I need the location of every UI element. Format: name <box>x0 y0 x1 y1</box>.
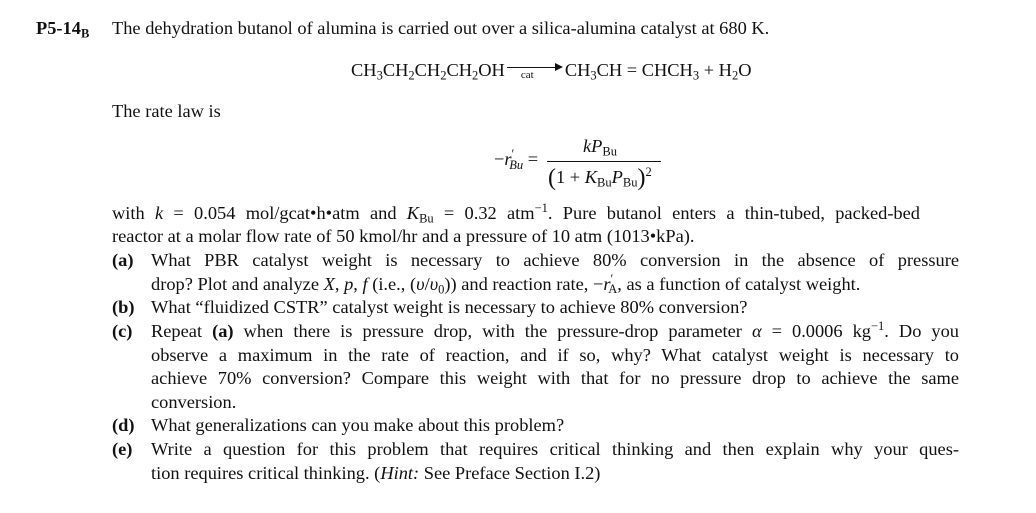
reaction-arrow <box>507 58 563 81</box>
part-c-text: Repeat (a) when there is pressure drop, with the pressure-drop parameter α = 0.0006 $kg^{-1}$. Do you observe a maximum in the rate of reaction, and if so, why? What catalyst weight is necessary to achieve 70% conversion? Compare this weight with that for no pressure drop to achieve the same conversion. <box>151 319 959 412</box>
problem-difficulty: B <box>80 26 90 41</box>
description-line-2: reactor at a molar flow rate of 50 kmol/hr and a pressure of 10 atm (1013•kPa). <box>112 226 695 246</box>
reaction-equation: $CH_3CH_2CH_2CH_2OH$ cat $CH_3CH$ = $CHCH_3 + H_2O$ <box>351 60 752 83</box>
problem-statement: The dehydration butanol of alumina is carried out over a silica-alumina catalyst at 680 K. <box>112 18 770 38</box>
part-a-text: What PBR catalyst weight is necessary to achieve 80% conversion in the absence of pressure drop? Plot and analyze X, p, f (i.e., $(\upsilon/\upsilon_0)$) and reaction rate, $-r'_A$, as a function of catalyst weight. <box>151 250 959 296</box>
problem-id: P5-14 <box>36 18 81 38</box>
part-c-label: (c) <box>112 321 133 341</box>
rate-law-intro: The rate law is <box>112 101 221 121</box>
part-e-label: (e) <box>112 439 133 459</box>
description-line-1: with k = 0.054 mol/gcat•h•atm and $K_{Bu} = 0.32$ atm$^{-1}$. Pure butanol enters a thin-tubed, packed-bed <box>112 201 920 226</box>
part-d-text: What generalizations can you make about this problem? <box>151 415 565 435</box>
part-a-label: (a) <box>112 250 134 270</box>
fraction-bar <box>547 161 661 162</box>
rate-law-lhs: $-r'_{Bu}$ = <box>494 147 539 172</box>
part-d-label: (d) <box>112 415 135 435</box>
part-e-text: Write a question for this problem that requires critical thinking and then explain why your ques- tion requires critical thinking. (Hint: See Preface Section I.2) <box>151 439 959 483</box>
problem-number <box>36 17 89 41</box>
part-b-text: What “fluidized CSTR” catalyst weight is necessary to achieve 80% conversion? <box>151 297 748 317</box>
catalyst-label: cat <box>520 69 534 81</box>
rate-law-numerator: $kP_{Bu}$ <box>583 136 617 159</box>
part-b-label: (b) <box>112 297 135 317</box>
rate-law-denominator: $(1 + K_{Bu}P_{Bu})^2$ <box>548 165 652 191</box>
